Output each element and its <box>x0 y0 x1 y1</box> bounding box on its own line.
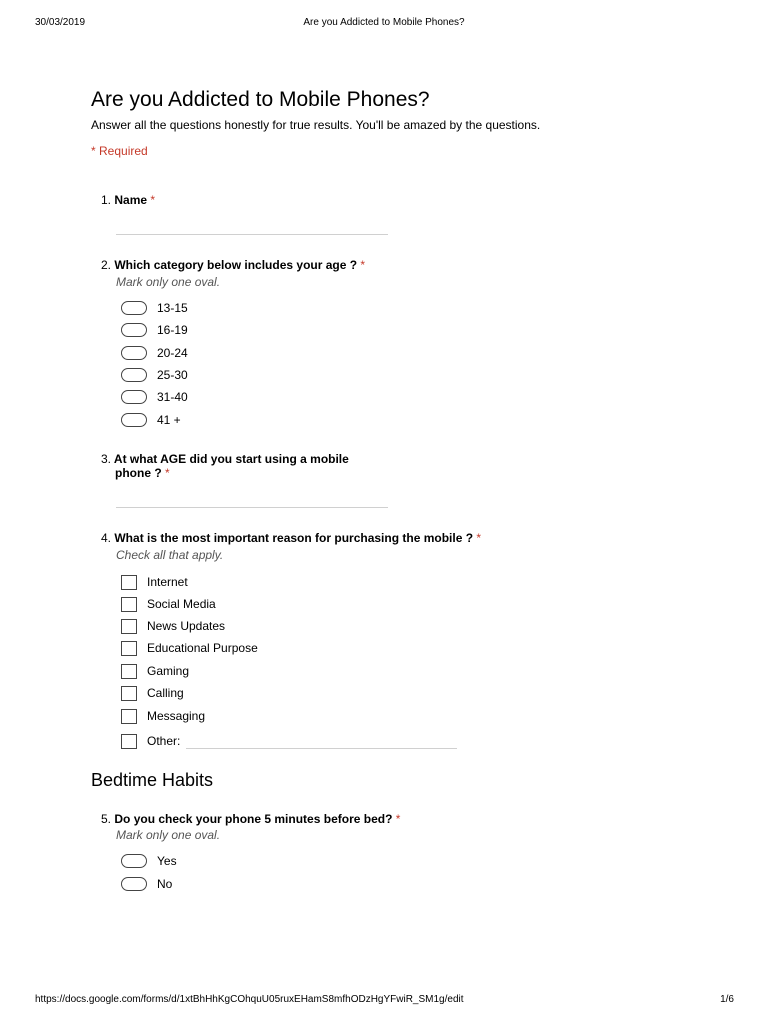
radio-oval[interactable] <box>121 301 147 315</box>
radio-oval[interactable] <box>121 413 147 427</box>
age-option[interactable] <box>121 389 188 405</box>
radio-oval[interactable] <box>121 877 147 891</box>
print-page-title: Are you Addicted to Mobile Phones? <box>303 17 465 28</box>
question-hint: Check all that apply. <box>116 548 224 562</box>
reason-option[interactable] <box>121 574 188 590</box>
section-title: Bedtime Habits <box>91 770 214 790</box>
start-age-answer-field[interactable] <box>116 507 388 508</box>
required-star: * <box>395 812 401 826</box>
question-hint: Mark only one oval. <box>116 275 221 289</box>
question-start-age <box>101 452 349 480</box>
checkbox[interactable] <box>121 597 137 612</box>
question-text-line-1: At what AGE did you start using a mobile <box>113 452 349 466</box>
print-url: https://docs.google.com/forms/d/1xtBhHhKgCOhquU05ruxEHamS8mfhODzHgYFwiR_SM1g/edit <box>35 994 464 1005</box>
checkbox[interactable] <box>121 686 137 701</box>
required-star: * <box>360 258 366 272</box>
radio-oval[interactable] <box>121 323 147 337</box>
checkbox[interactable] <box>121 734 137 749</box>
form-description: Answer all the questions honestly for true results. You'll be amazed by the questions. <box>91 118 541 132</box>
question-text: What is the most important reason for purchasing the mobile ? <box>114 531 474 545</box>
reason-option[interactable] <box>121 640 258 656</box>
option-label: Social Media <box>147 597 216 611</box>
option-label: Educational Purpose <box>147 641 258 655</box>
name-answer-field[interactable] <box>116 234 388 235</box>
age-option[interactable] <box>121 300 188 316</box>
question-text-line-2: phone ? <box>115 466 162 480</box>
radio-oval[interactable] <box>121 368 147 382</box>
question-purchase-reason <box>101 531 481 545</box>
reason-option[interactable] <box>121 708 205 724</box>
bed-check-option[interactable] <box>121 853 177 869</box>
print-page-number: 1/6 <box>720 994 734 1005</box>
option-label: Messaging <box>147 709 206 723</box>
checkbox[interactable] <box>121 575 137 590</box>
age-option[interactable] <box>121 345 188 361</box>
option-label: 16-19 <box>157 323 188 337</box>
question-number: 5. <box>101 812 112 826</box>
reason-option[interactable] <box>121 663 189 679</box>
required-star: * <box>476 531 482 545</box>
question-number: 2. <box>101 258 112 272</box>
reason-option-other[interactable] <box>121 733 180 749</box>
question-text: Do you check your phone 5 minutes before bed? <box>114 812 393 826</box>
question-number: 1. <box>101 193 112 207</box>
reason-option[interactable] <box>121 618 225 634</box>
required-star: * <box>165 466 170 480</box>
reason-option[interactable] <box>121 596 216 612</box>
option-label: Other: <box>147 734 181 748</box>
option-label: Internet <box>147 575 188 589</box>
option-label: Gaming <box>147 664 190 678</box>
checkbox[interactable] <box>121 641 137 656</box>
form-title: Are you Addicted to Mobile Phones? <box>91 88 430 111</box>
option-label: News Updates <box>147 619 226 633</box>
required-note: * Required <box>91 144 148 158</box>
age-option[interactable] <box>121 412 181 428</box>
checkbox[interactable] <box>121 619 137 634</box>
checkbox[interactable] <box>121 709 137 724</box>
option-label: Yes <box>157 854 177 868</box>
question-text: Which category below includes your age ? <box>114 258 358 272</box>
question-hint: Mark only one oval. <box>116 828 221 842</box>
radio-oval[interactable] <box>121 346 147 360</box>
option-label: 13-15 <box>157 301 188 315</box>
question-age-category <box>101 258 365 272</box>
required-star: * <box>150 193 156 207</box>
other-answer-field[interactable] <box>186 748 457 749</box>
option-label: No <box>157 877 173 891</box>
option-label: Calling <box>147 686 184 700</box>
option-label: 41 + <box>157 413 181 427</box>
bed-check-option[interactable] <box>121 876 172 892</box>
print-date: 30/03/2019 <box>35 17 86 28</box>
age-option[interactable] <box>121 322 188 338</box>
reason-option[interactable] <box>121 685 184 701</box>
radio-oval[interactable] <box>121 854 147 868</box>
option-label: 25-30 <box>157 368 188 382</box>
checkbox[interactable] <box>121 664 137 679</box>
question-number: 3. <box>101 452 112 466</box>
option-label: 20-24 <box>157 346 188 360</box>
question-name <box>101 193 155 207</box>
question-check-before-bed <box>101 812 400 826</box>
radio-oval[interactable] <box>121 390 147 404</box>
option-label: 31-40 <box>157 390 188 404</box>
question-number: 4. <box>101 531 112 545</box>
question-text: Name <box>114 193 148 207</box>
age-option[interactable] <box>121 367 188 383</box>
